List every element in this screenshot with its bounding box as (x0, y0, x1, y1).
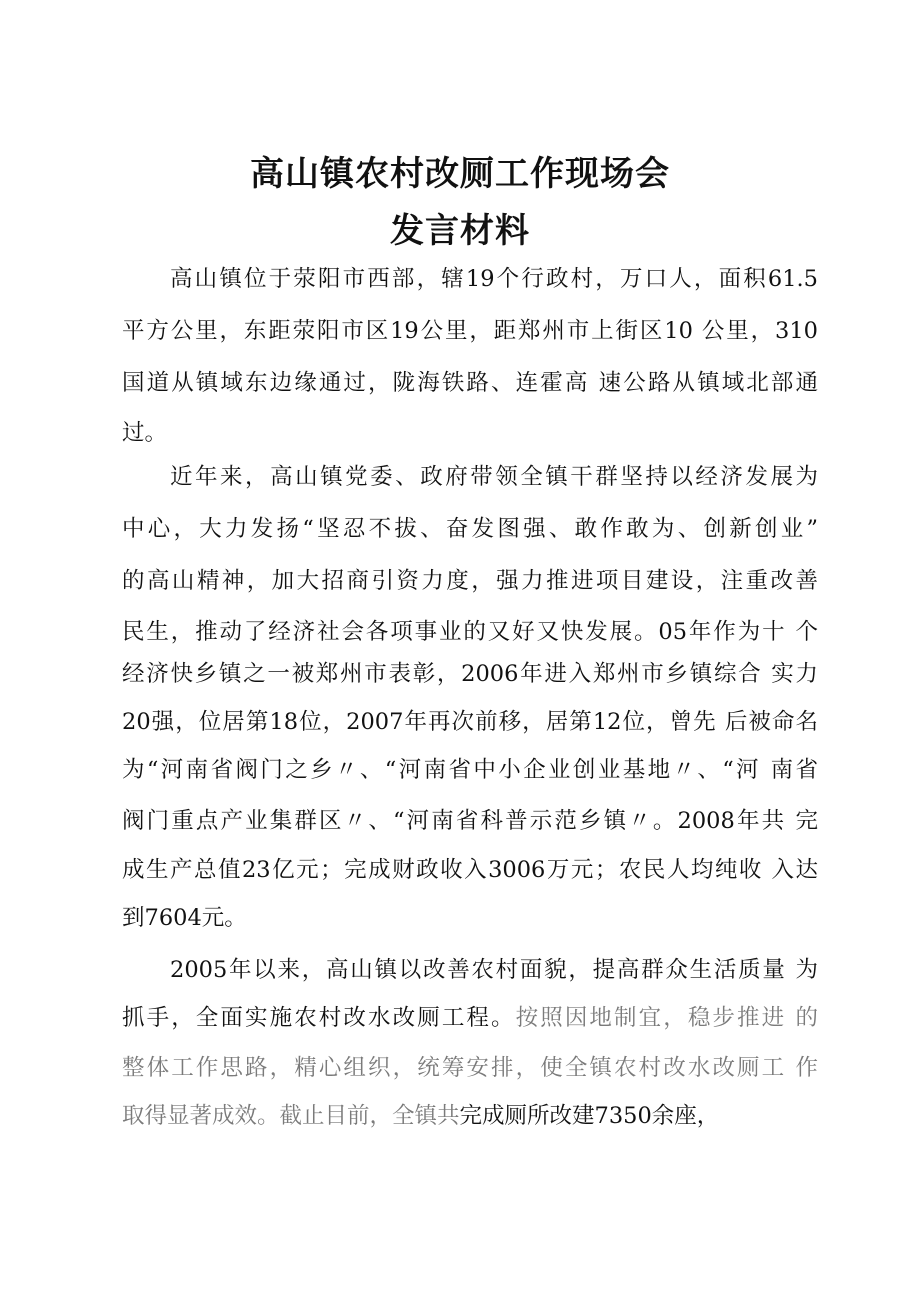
paragraph-2-line: 经济快乡镇之一被郑州市表彰，2006年进入郑州市乡镇综合 实力 (122, 661, 818, 687)
paragraph-2-line: 阀门重点产业集群区〃、“河南省科普示范乡镇〃。2008年共 完 (122, 808, 818, 834)
paragraph-3-line (122, 1053, 818, 1083)
paragraph-1-line: 高山镇位于荥阳市西部，辖19个行政村，万口人，面积61.5 (170, 266, 818, 292)
page-subtitle: 发言材料 (390, 211, 530, 251)
line-text-faded: 按照因地制宜，稳步推进 的 (515, 1005, 818, 1031)
paragraph-3-line (170, 955, 818, 985)
paragraph-2-line: 中心，大力发扬“坚忍不拔、奋发图强、敢作敢为、创新创业” (122, 516, 818, 542)
paragraph-2-line: 20强，位居第18位，2007年再次前移，居第12位，曾先 后被命名 (122, 709, 818, 735)
paragraph-2-line: 近年来，高山镇党委、政府带领全镇干群坚持以经济发展为 (170, 464, 818, 490)
paragraph-2-line: 民生，推动了经济社会各项事业的又好又快发展。05年作为十 个 (122, 619, 818, 645)
paragraph-1-line: 过。 (122, 420, 168, 446)
line-text-faded: 取得显著成效。截止目前，全镇共 (122, 1103, 460, 1129)
paragraph-3-line (122, 1003, 818, 1033)
paragraph-1-line: 国道从镇域东边缘通过，陇海铁路、连霍高 速公路从镇域北部通 (122, 370, 818, 396)
paragraph-3-line (122, 1101, 818, 1131)
page-title: 高山镇农村改厕工作现场会 (250, 154, 670, 194)
paragraph-2-line: 为“河南省阀门之乡〃、“河南省中小企业创业基地〃、“河 南省 (122, 757, 818, 783)
line-text: 完成厕所改建7350余座， (459, 1103, 720, 1129)
paragraph-2-line: 到7604元。 (122, 905, 247, 931)
line-text-faded: 整体工作思路，精心组织，统筹安排，使全镇农村改水改厕工 作 (122, 1055, 818, 1081)
paragraph-2-line: 成生产总值23亿元；完成财政收入3006万元；农民人均纯收 入达 (122, 857, 818, 883)
paragraph-1-line: 平方公里，东距荥阳市区19公里，距郑州市上街区10 公里，310 (122, 318, 818, 344)
paragraph-2-line: 的高山精神，加大招商引资力度，强力推进项目建设，注重改善 (122, 568, 818, 594)
line-text: 2005年以来，高山镇以改善农村面貌，提高群众生活质量 为 (170, 957, 818, 983)
line-text: 抓手，全面实施农村改水改厕工程。 (122, 1005, 516, 1031)
